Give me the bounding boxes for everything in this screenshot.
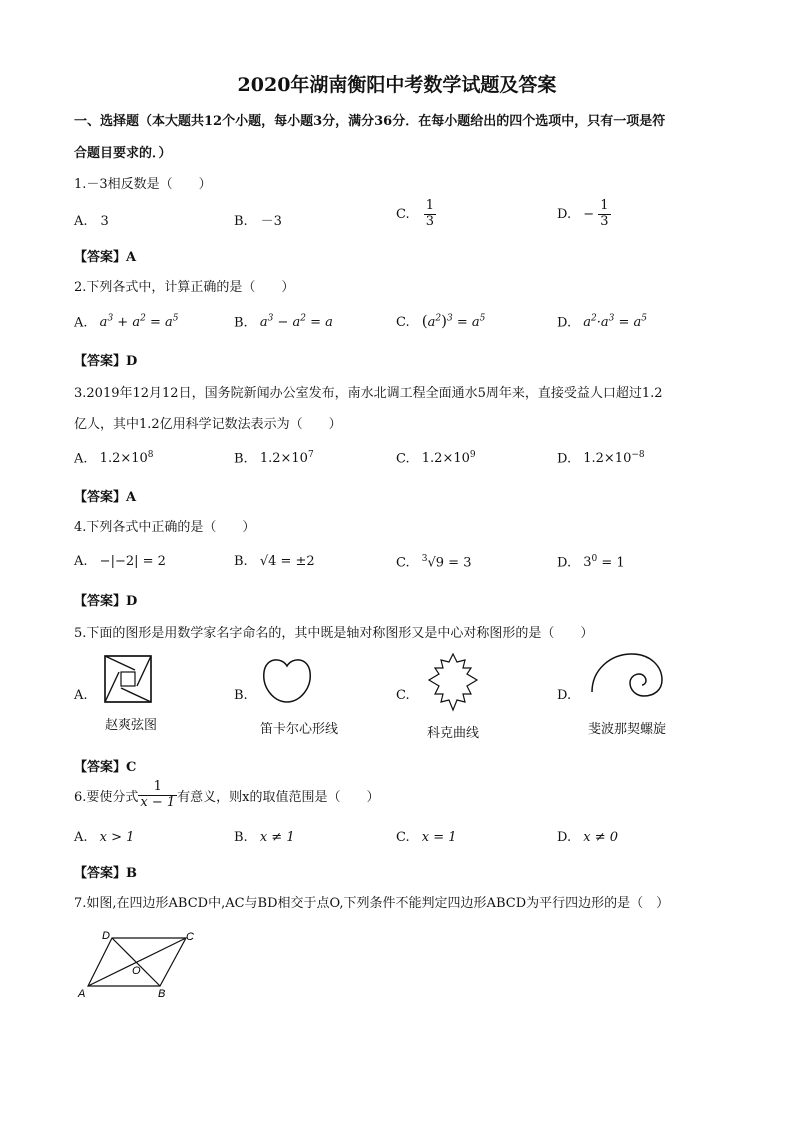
zhao-shuang-diagram [104, 655, 152, 703]
koch-curve-diagram [425, 652, 481, 712]
section-heading-line2: 合题目要求的．） [74, 146, 172, 161]
q2-option-d [557, 314, 647, 330]
q4-option-d-exp: 0 [591, 554, 598, 564]
q4-option-c [396, 554, 471, 570]
q2-option-c-expr: $(a^2)^3 = a^5$ [421, 312, 486, 330]
fibonacci-spiral-diagram [588, 652, 668, 698]
q1-option-c-fraction [424, 199, 436, 230]
q1-option-d-label: D. [557, 206, 572, 222]
vertex-label-d: D [102, 930, 110, 942]
q2-stem: 2.下列各式中，计算正确的是（ ） [74, 280, 295, 295]
q4-option-d-label: D. [557, 555, 572, 571]
q4-option-a [74, 554, 166, 569]
q1-option-c-denominator: 3 [425, 213, 435, 229]
q5-option-c-caption: 科克曲线 [426, 726, 479, 741]
q2-option-a [74, 314, 178, 330]
q6-fraction [138, 780, 177, 811]
q6-option-c-label: C. [396, 830, 410, 845]
q3-option-b-base: 1.2×10 [259, 451, 308, 467]
q3-option-d [557, 450, 645, 466]
q1-option-c-label: C. [396, 206, 410, 222]
q1-option-b: B. －3 [234, 214, 282, 229]
q1-option-c [396, 199, 436, 230]
q4-option-d [557, 554, 625, 570]
q3-option-b [234, 450, 314, 466]
q6-option-a-label: A. [74, 830, 88, 845]
q2-option-d-label: D. [557, 315, 572, 331]
q1-option-d-numerator: 1 [600, 198, 609, 213]
q3-option-b-label: B. [234, 451, 248, 467]
vertex-label-b: B [158, 988, 166, 1000]
q6-stem [74, 780, 380, 811]
q4-option-a-expr: −|−2| = 2 [99, 554, 166, 569]
section-heading-line1: 一、选择题（本大题共12个小题，每小题3分，满分36分．在每小题给出的四个选项中，只有一项是符 [74, 114, 666, 129]
q3-option-a-exp: 8 [147, 450, 154, 460]
q6-option-c-expr: x = 1 [421, 830, 457, 845]
q5-option-c-label: C. [396, 688, 410, 703]
q3-option-d-base: 1.2×10 [583, 451, 632, 467]
q6-stem-post: 有意义，则x的取值范围是（ ） [177, 789, 380, 805]
q6-option-b-label: B. [234, 830, 248, 845]
q3-answer: 【答案】A [74, 490, 137, 505]
q6-option-a-expr: x > 1 [99, 830, 135, 845]
q5-option-b-label: B. [234, 688, 248, 703]
page-title: 2020年湖南衡阳中考数学试题及答案 [237, 74, 557, 96]
q2-option-b [234, 314, 333, 330]
q6-fraction-numerator: 1 [153, 779, 162, 794]
q4-option-b-expr: √4 = ±2 [259, 554, 315, 569]
q7-stem: 7.如图,在四边形ABCD中,AC与BD相交于点O,下列条件不能判定四边形ABCD为平行四边形的是（ ） [74, 896, 670, 911]
q2-answer: 【答案】D [74, 354, 138, 369]
intersection-label-o: O [132, 965, 141, 977]
q6-option-d [557, 830, 618, 845]
q3-option-b-exp: 7 [307, 450, 314, 460]
q2-option-b-label: B. [234, 315, 248, 331]
q6-option-b-expr: x ≠ 1 [259, 830, 295, 845]
vertex-label-c: C [186, 931, 194, 943]
q5-option-a-caption: 赵爽弦图 [104, 718, 157, 733]
q4-option-b-label: B. [234, 554, 248, 569]
q4-option-a-label: A. [74, 554, 88, 569]
q4-option-c-expr: √9 = 3 [427, 555, 472, 571]
q6-answer: 【答案】B [74, 866, 137, 881]
q3-option-d-exp: −8 [631, 450, 645, 460]
q4-option-d-base: 3 [583, 555, 592, 571]
q1-option-d-sign: − [583, 206, 595, 222]
q1-option-a: A. 3 [74, 214, 109, 229]
cardioid-diagram [262, 656, 312, 704]
q2-option-c-label: C. [396, 315, 410, 330]
q6-option-d-label: D. [557, 830, 572, 845]
q2-option-d-expr: $a^2\cdot a^3 = a^5$ [583, 314, 648, 331]
q4-option-c-index: 3 [421, 554, 428, 564]
q1-option-c-numerator: 1 [425, 198, 435, 213]
q3-stem-line1: 3.2019年12月12日，国务院新闻办公室发布，南水北调工程全面通水5周年来，直接受益人口超过1.2 [74, 386, 663, 401]
q6-fraction-denominator: x − 1 [140, 794, 176, 810]
q5-answer: 【答案】C [74, 760, 137, 775]
vertex-label-a: A [78, 988, 86, 1000]
q6-option-a [74, 830, 134, 845]
q6-option-c [396, 830, 457, 845]
q3-option-d-label: D. [557, 451, 572, 467]
q2-option-c [396, 312, 485, 330]
q4-option-b [234, 554, 315, 569]
q1-answer: 【答案】A [74, 250, 137, 265]
q4-option-d-rest: = 1 [597, 555, 625, 571]
q6-option-b [234, 830, 295, 845]
q3-stem-line2: 亿人，其中1.2亿用科学记数法表示为（ ） [74, 417, 342, 432]
q3-option-a-label: A. [74, 451, 88, 467]
q4-option-c-label: C. [396, 555, 410, 571]
q1-stem: 1.－3相反数是（ ） [74, 177, 212, 192]
q4-answer: 【答案】D [74, 594, 138, 609]
q3-option-a-base: 1.2×10 [99, 451, 148, 467]
q5-stem: 5.下面的图形是用数学家名字命名的，其中既是轴对称图形又是中心对称图形的是（ ） [74, 626, 594, 641]
q2-option-a-expr: $a^3 + a^2 = a^5$ [99, 314, 179, 331]
q4-stem: 4.下列各式中正确的是（ ） [74, 520, 256, 535]
q2-option-a-label: A. [74, 315, 88, 331]
q1-option-d-fraction [598, 199, 610, 230]
q5-option-a-label: A. [74, 688, 88, 703]
q5-option-d-caption: 斐波那契螺旋 [587, 722, 666, 737]
q5-option-b-caption: 笛卡尔心形线 [259, 722, 338, 737]
q6-option-d-expr: x ≠ 0 [583, 830, 618, 845]
q3-option-c-label: C. [396, 451, 410, 467]
q3-option-c-exp: 9 [469, 450, 476, 460]
q2-option-b-expr: $a^3 - a^2 = a$ [259, 314, 333, 331]
parallelogram-abcd-figure [76, 926, 200, 1002]
q3-option-a [74, 450, 154, 466]
q1-option-d-denominator: 3 [600, 213, 609, 229]
q1-option-d [557, 199, 611, 230]
q3-option-c-base: 1.2×10 [421, 451, 470, 467]
q5-option-d-label: D. [557, 688, 572, 703]
q6-stem-pre: 6.要使分式 [74, 789, 139, 805]
q3-option-c [396, 450, 476, 466]
